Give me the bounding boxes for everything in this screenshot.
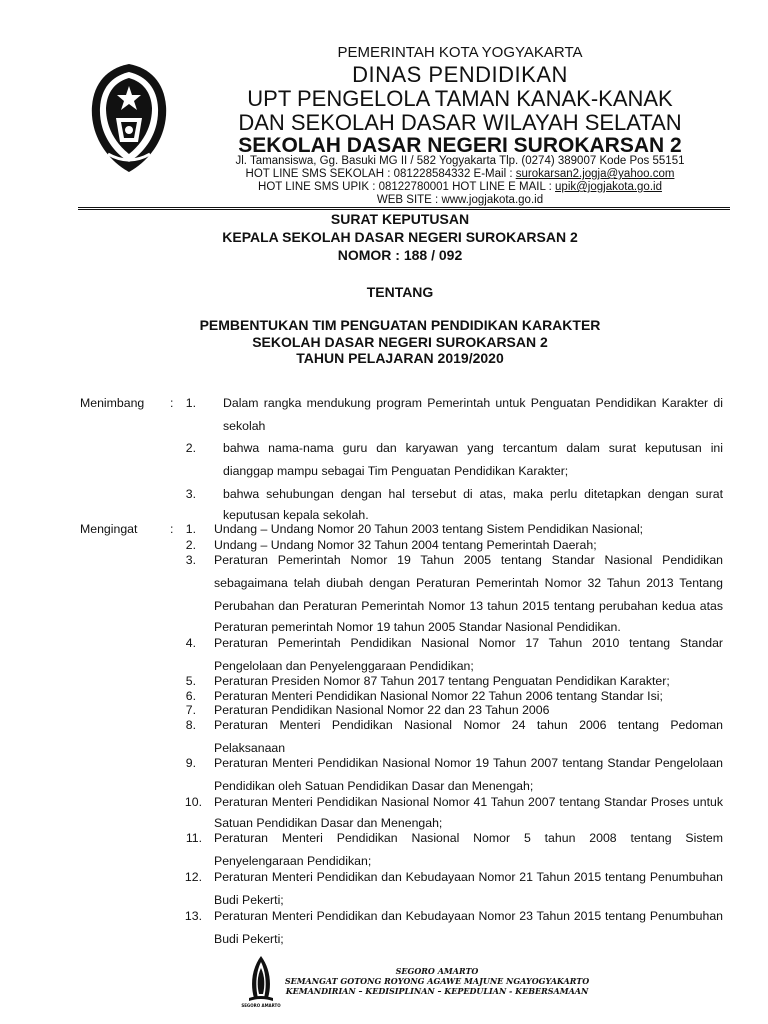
mengingat-item-number: 4. [185, 636, 196, 650]
mengingat-item-text: sebagaimana telah diubah dengan Peraturan Pemerintah Nomor 32 Tahun 2013 Tentang [214, 576, 723, 590]
yogyakarta-seal-logo [88, 62, 170, 174]
mengingat-item-number: 1. [185, 522, 196, 536]
menimbang-item-number: 3. [185, 487, 196, 501]
header-website: WEB SITE : www.jogjakota.go.id [376, 194, 544, 206]
mengingat-item-number: 11. [185, 831, 202, 845]
mengingat-item-text: Budi Pekerti; [214, 932, 284, 946]
decree-tentang: TENTANG [366, 284, 434, 300]
mengingat-item-number: 2. [185, 538, 196, 552]
header-department: DINAS PENDIDIKAN [352, 62, 568, 87]
mengingat-item-text: Undang – Undang Nomor 20 Tahun 2003 tentang Sistem Pendidikan Nasional; [214, 522, 644, 536]
mengingat-item-text: Peraturan Menteri Pendidikan Nasional Nomor 22 Tahun 2006 tentang Standar Isi; [214, 689, 663, 703]
menimbang-item-text: bahwa nama-nama guru dan karyawan yang tercantum dalam surat keputusan ini [223, 441, 723, 455]
mengingat-item-text: Pendidikan oleh Satuan Pendidikan Dasar dan Menengah; [214, 779, 534, 793]
mengingat-item-text: Peraturan pemerintah Nomor 19 tahun 2005 Standar Nasional Pendidikan. [214, 620, 621, 634]
header-divider [78, 207, 730, 208]
menimbang-item-text: Dalam rangka mendukung program Pemerintah untuk Penguatan Pendidikan Karakter di [223, 396, 723, 410]
decree-issuer: KEPALA SEKOLAH DASAR NEGERI SUROKARSAN 2 [222, 229, 578, 245]
menimbang-item-number: 1. [185, 396, 196, 410]
mengingat-item-text: Peraturan Presiden Nomor 87 Tahun 2017 tentang Penguatan Pendidikan Karakter; [214, 674, 670, 688]
footer-values-line: KEMANDIRIAN – KEDISIPLINAN – KEPEDULIAN - KEBERSAMAAN [285, 986, 589, 996]
footer-motto-line: SEMANGAT GOTONG ROYONG AGAWE MAJUNE NGAYOGYAKARTO [284, 976, 590, 986]
decree-subject-line1: PEMBENTUKAN TIM PENGUATAN PENDIDIKAN KARAKTER [199, 317, 601, 333]
menimbang-label: Menimbang [80, 396, 145, 410]
mengingat-item-text: Peraturan Menteri Pendidikan Nasional Nomor 5 tahun 2008 tentang Sistem [214, 831, 723, 845]
header-address: Jl. Tamansiswa, Gg. Basuki MG II / 582 Yogyakarta Tlp. (0274) 389007 Kode Pos 55151 [235, 155, 685, 167]
mengingat-item-number: 3. [185, 553, 196, 567]
mengingat-colon: : [170, 522, 174, 536]
mengingat-item-number: 6. [185, 689, 196, 703]
mengingat-item-number: 9. [185, 756, 196, 770]
menimbang-item-number: 2. [185, 441, 196, 455]
mengingat-item-text: Peraturan Menteri Pendidikan Nasional Nomor 24 tahun 2006 tentang Pedoman [214, 718, 723, 732]
mengingat-item-text: Perubahan dan Peraturan Pemerintah Nomor 13 tahun 2015 tentang perubahan kedua atas [214, 599, 723, 613]
mengingat-item-text: Pengelolaan dan Penyelenggaraan Pendidikan; [214, 659, 474, 673]
segoro-amarto-logo-caption: SEGORO AMARTO [241, 1003, 281, 1008]
mengingat-item-number: 5. [185, 674, 196, 688]
mengingat-item-number: 8. [185, 718, 196, 732]
upik-email-link[interactable]: upik@jogjakota.go.id [555, 181, 662, 193]
mengingat-item-number: 7. [185, 703, 196, 717]
mengingat-item-text: Satuan Pendidikan Dasar dan Menengah; [214, 816, 443, 830]
mengingat-item-text: Peraturan Menteri Pendidikan Nasional Nomor 19 Tahun 2007 tentang Standar Pengelolaan [214, 756, 723, 770]
mengingat-item-text: Undang – Undang Nomor 32 Tahun 2004 tentang Pemerintah Daerah; [214, 538, 597, 552]
mengingat-item-number: 13. [184, 909, 202, 923]
mengingat-item-text: Pelaksanaan [214, 741, 286, 755]
header-government: PEMERINTAH KOTA YOGYAKARTA [337, 44, 583, 61]
mengingat-item-text: Peraturan Menteri Pendidikan dan Kebudayaan Nomor 21 Tahun 2015 tentang Penumbuhan [214, 870, 723, 884]
menimbang-item-text: bahwa sehubungan dengan hal tersebut di atas, maka perlu ditetapkan dengan surat [223, 487, 723, 501]
mengingat-item-text: Peraturan Menteri Pendidikan dan Kebudayaan Nomor 23 Tahun 2015 tentang Penumbuhan [214, 909, 723, 923]
mengingat-item-text: Peraturan Pemerintah Nomor 19 Tahun 2005 tentang Standar Nasional Pendidikan [214, 553, 723, 567]
header-hotline-upik: HOT LINE SMS UPIK : 08122780001 HOT LINE E MAIL : upik@jogjakota.go.id [258, 181, 662, 193]
mengingat-label: Mengingat [80, 522, 138, 536]
mengingat-item-number: 12. [184, 870, 202, 884]
school-email-link[interactable]: surokarsan2.jogja@yahoo.com [515, 168, 675, 180]
decree-number: NOMOR : 188 / 092 [337, 247, 463, 263]
mengingat-item-text: Peraturan Menteri Pendidikan Nasional Nomor 41 Tahun 2007 tentang Standar Proses untuk [214, 795, 723, 809]
mengingat-item-text: Penyelengaraan Pendidikan; [214, 854, 372, 868]
footer-motto-title: SEGORO AMARTO [395, 966, 479, 976]
mengingat-item-text: Peraturan Pendidikan Nasional Nomor 22 dan 23 Tahun 2006 [214, 703, 550, 717]
mengingat-item-text: Budi Pekerti; [214, 893, 284, 907]
header-school-name: SEKOLAH DASAR NEGERI SUROKARSAN 2 [238, 134, 682, 157]
header-upt-line1: UPT PENGELOLA TAMAN KANAK-KANAK [247, 86, 673, 111]
menimbang-item-text: keputusan kepala sekolah. [223, 508, 369, 522]
header-hotline-school: HOT LINE SMS SEKOLAH : 081228584332 E-Mail : surokarsan2.jogja@yahoo.com [245, 168, 675, 180]
menimbang-item-text: dianggap mampu sebagai Tim Penguatan Pendidikan Karakter; [223, 464, 569, 478]
mengingat-item-text: Peraturan Pemerintah Pendidikan Nasional Nomor 17 Tahun 2010 tentang Standar [214, 636, 723, 650]
mengingat-item-number: 10. [184, 795, 202, 809]
menimbang-colon: : [170, 396, 174, 410]
header-upt-line2: DAN SEKOLAH DASAR WILAYAH SELATAN [238, 110, 682, 135]
decree-title: SURAT KEPUTUSAN [330, 211, 470, 227]
segoro-amarto-logo [241, 954, 281, 1008]
decree-subject-line3: TAHUN PELAJARAN 2019/2020 [296, 350, 504, 366]
decree-subject-line2: SEKOLAH DASAR NEGERI SUROKARSAN 2 [252, 334, 548, 350]
menimbang-item-text: sekolah [223, 419, 266, 433]
header-divider-second [78, 209, 730, 210]
